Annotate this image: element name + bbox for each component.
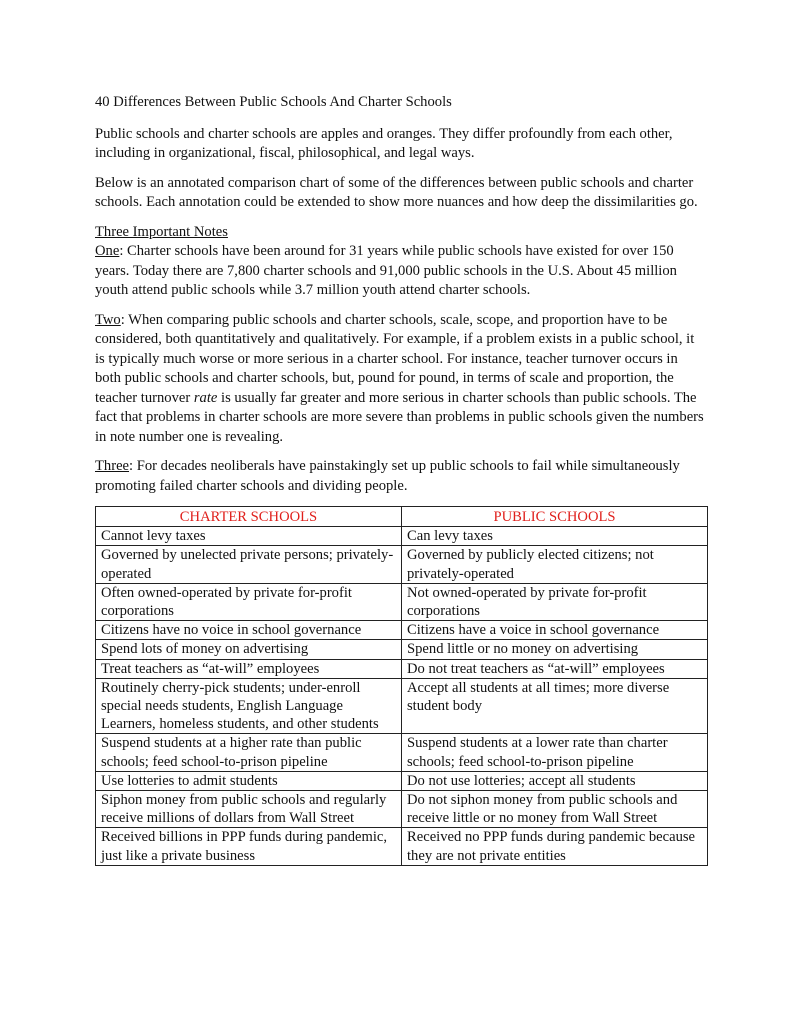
note-one-label: One bbox=[95, 243, 120, 259]
charter-school-cell: Routinely cherry-pick students; under-enroll special needs students, English Language Learners, homeless students, and other students bbox=[96, 678, 402, 734]
charter-school-cell: Siphon money from public schools and regularly receive millions of dollars from Wall Street bbox=[96, 791, 402, 828]
public-school-cell: Suspend students at a lower rate than charter schools; feed school-to-prison pipeline bbox=[402, 734, 708, 771]
table-row bbox=[96, 678, 708, 734]
intro-paragraph-2: Below is an annotated comparison chart of some of the differences between public schools and charter schools. Each annotation could be extended to show more nuances and how deep the dissimilarities go. bbox=[95, 174, 698, 210]
note-three bbox=[95, 457, 707, 496]
header-public-schools: PUBLIC SCHOOLS bbox=[402, 507, 708, 527]
notes-heading: Three Important Notes bbox=[95, 223, 228, 240]
public-school-cell: Received no PPP funds during pandemic because they are not private entities bbox=[402, 828, 708, 865]
table-row bbox=[96, 791, 708, 828]
note-three-label: Three bbox=[95, 458, 130, 474]
public-school-cell: Citizens have a voice in school governance bbox=[402, 621, 708, 640]
table-row bbox=[96, 621, 708, 640]
table-body bbox=[96, 527, 708, 866]
comparison-table bbox=[95, 506, 708, 866]
public-school-cell: Not owned-operated by private for-profit corporations bbox=[402, 583, 708, 620]
note-two-label: Two bbox=[95, 311, 121, 328]
table-row bbox=[96, 828, 708, 865]
note-two-emphasis: rate bbox=[193, 389, 218, 406]
public-school-cell: Governed by publicly elected citizens; not privately-operated bbox=[402, 546, 708, 583]
table-row bbox=[96, 640, 708, 659]
charter-school-cell: Received billions in PPP funds during pandemic, just like a private business bbox=[96, 828, 402, 865]
note-two-text-after: is usually far greater and more serious in charter schools than public schools. The fact that problems in charter schools are more severe than problems in public schools given the numbers in note number one is revealing. bbox=[95, 389, 704, 445]
charter-school-cell: Treat teachers as “at-will” employees bbox=[96, 659, 402, 678]
table-row bbox=[96, 546, 708, 583]
table-row bbox=[96, 527, 708, 546]
public-school-cell: Can levy taxes bbox=[402, 527, 708, 546]
note-one bbox=[95, 242, 707, 301]
public-school-cell: Do not siphon money from public schools and receive little or no money from Wall Street bbox=[402, 791, 708, 828]
header-charter-schools: CHARTER SCHOOLS bbox=[96, 507, 402, 527]
table-row bbox=[96, 771, 708, 790]
charter-school-cell: Governed by unelected private persons; privately-operated bbox=[96, 546, 402, 583]
document-title: 40 Differences Between Public Schools And Charter Schools bbox=[95, 94, 452, 110]
charter-school-cell: Use lotteries to admit students bbox=[96, 771, 402, 790]
charter-school-cell: Often owned-operated by private for-profit corporations bbox=[96, 583, 402, 620]
table-row bbox=[96, 734, 708, 771]
public-school-cell: Do not use lotteries; accept all students bbox=[402, 771, 708, 790]
public-school-cell: Accept all students at all times; more diverse student body bbox=[402, 678, 708, 734]
note-one-text: : Charter schools have been around for 31 years while public schools have existed for over 150 years. Today there are 7,800 charter schools and 91,000 public schools in the U.S. About 45 million youth attend public schools while 3.7 million youth attend charter schools. bbox=[95, 243, 677, 298]
charter-school-cell: Cannot levy taxes bbox=[96, 527, 402, 546]
document-page bbox=[95, 93, 707, 866]
table-row bbox=[96, 659, 708, 678]
table-row bbox=[96, 583, 708, 620]
public-school-cell: Spend little or no money on advertising bbox=[402, 640, 708, 659]
charter-school-cell: Spend lots of money on advertising bbox=[96, 640, 402, 659]
note-two bbox=[95, 311, 707, 448]
charter-school-cell: Suspend students at a higher rate than public schools; feed school-to-prison pipeline bbox=[96, 734, 402, 771]
charter-school-cell: Citizens have no voice in school governance bbox=[96, 621, 402, 640]
intro-paragraph-1: Public schools and charter schools are apples and oranges. They differ profoundly from each other, including in organizational, fiscal, philosophical, and legal ways. bbox=[95, 125, 673, 161]
public-school-cell: Do not treat teachers as “at-will” employees bbox=[402, 659, 708, 678]
note-three-text: : For decades neoliberals have painstakingly set up public schools to fail while simultaneously promoting failed charter schools and dividing people. bbox=[95, 458, 680, 494]
note-two-text-before: : When comparing public schools and charter schools, scale, scope, and proportion have to be considered, both quantitatively and qualitatively. For example, if a problem exists in a public school, it is typically much worse or more serious in a charter school. For instance, teacher turnover occurs in both public schools and charter schools, but, pound for pound, in terms of scale and proportion, the teacher turnover bbox=[95, 311, 695, 406]
table-header-row bbox=[96, 507, 708, 527]
